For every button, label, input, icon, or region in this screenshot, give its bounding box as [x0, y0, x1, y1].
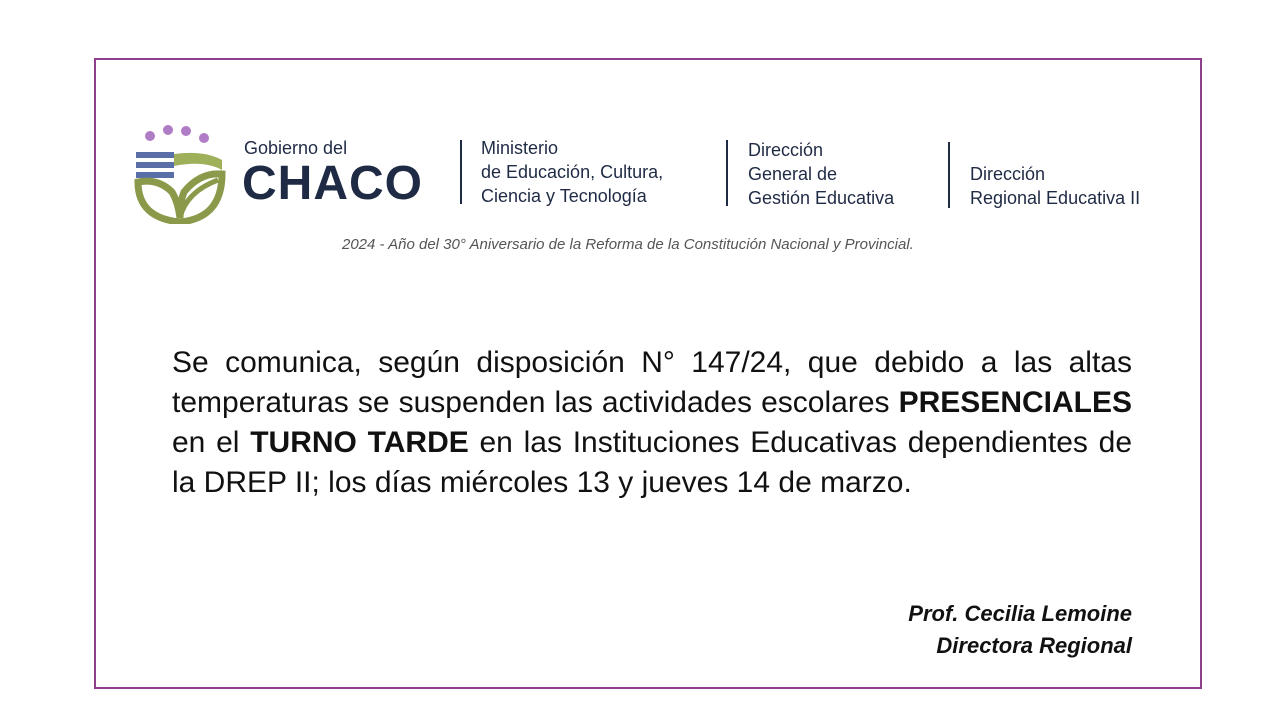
- announcement-text-3: en las Instituciones Educativas dependientes de la DREP II; los días miércoles 13 y jueves 14 de marzo.: [172, 426, 1133, 499]
- announcement-text-2: en el: [172, 426, 251, 459]
- direction-regional-text: Dirección Regional Educativa II: [970, 164, 1141, 208]
- signature-title: Directora Regional: [936, 633, 1132, 658]
- signature-name: Prof. Cecilia Lemoine: [908, 601, 1132, 626]
- announcement-text-1: Se comunica, según disposición N° 147/24, que debido a las altas temperaturas se suspenden las actividades escolares: [172, 346, 1132, 419]
- header-divider: [460, 140, 462, 204]
- chaco-logo-icon: [134, 122, 226, 224]
- ministry-text: Ministerio de Educación, Cultura, Ciencia y Tecnología: [481, 138, 664, 206]
- header: [134, 118, 1174, 228]
- header-divider: [726, 140, 728, 206]
- gov-small-text: Gobierno del: [244, 138, 348, 158]
- announcement-paragraph: [172, 343, 1132, 503]
- header-divider: [948, 142, 950, 208]
- announcement-bold-presenciales: PRESENCIALES: [898, 386, 1132, 419]
- direction-general-text: Dirección General de Gestión Educativa: [748, 140, 895, 208]
- year-subtitle: 2024 - Año del 30° Aniversario de la Reforma de la Constitución Nacional y Provincial.: [342, 236, 914, 253]
- gov-chaco-text: CHACO: [242, 157, 423, 210]
- announcement-bold-turno-tarde: TURNO TARDE: [250, 426, 469, 459]
- signature-block: [908, 598, 1132, 662]
